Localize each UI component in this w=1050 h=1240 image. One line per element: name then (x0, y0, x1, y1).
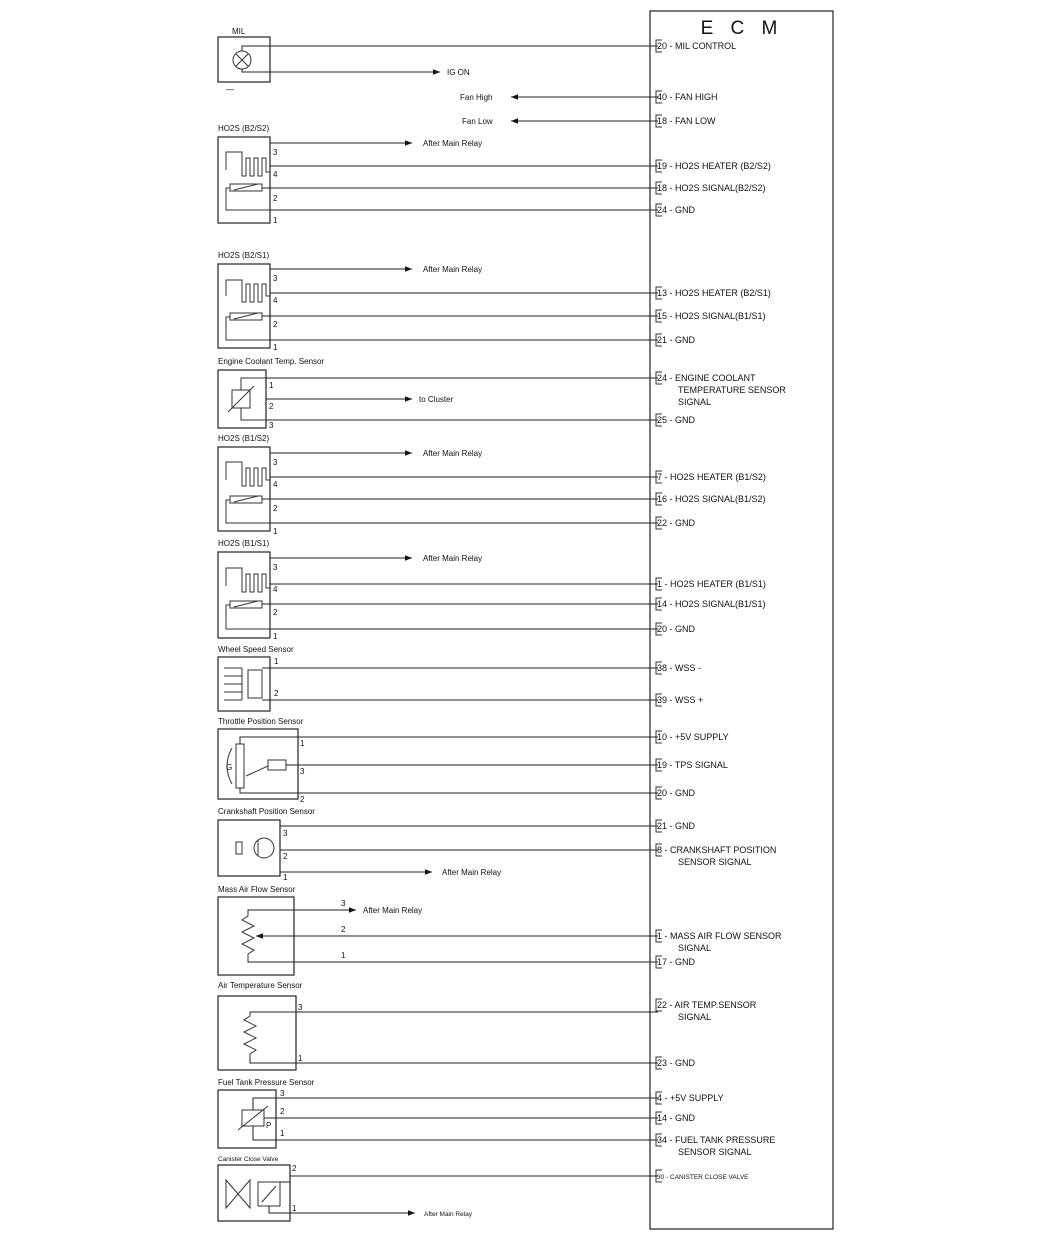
pin-2: 2 (273, 194, 278, 203)
fuel-tank-pressure-sensor (218, 1078, 658, 1148)
throttle-position-sensor (218, 717, 658, 804)
ecm-terminal-label: 40 - FAN HIGH (657, 92, 718, 102)
lamp-cross-icon (236, 54, 248, 66)
wiper-resistor-icon (268, 760, 286, 770)
pin-3: 3 (273, 563, 278, 572)
ecm-terminal-label: 24 - GND (657, 205, 696, 215)
ecm-terminal-label: 7 - HO2S HEATER (B1/S2) (657, 472, 766, 482)
heater-coil-icon (226, 568, 270, 592)
mass-air-flow-sensor (218, 885, 658, 975)
fan-outputs (460, 93, 658, 126)
ecm-terminal-label: 1 - MASS AIR FLOW SENSOR (657, 931, 782, 941)
pin-2: 2 (341, 925, 346, 934)
pin-3: 3 (300, 767, 305, 776)
pin-4: 4 (273, 170, 278, 179)
ckp-pickup-icon (236, 842, 242, 854)
pin-3: 3 (341, 899, 346, 908)
after-main-relay-label: After Main Relay (423, 554, 483, 563)
pin-1: 1 (300, 739, 305, 748)
after-main-relay-label: After Main Relay (424, 1211, 473, 1218)
ecm-terminal-label: 4 - +5V SUPPLY (657, 1093, 724, 1103)
pin-1: 1 (298, 1054, 303, 1063)
pin-3: 3 (273, 148, 278, 157)
tps-g-mark: G (226, 763, 233, 772)
pin-2: 2 (300, 795, 305, 804)
crankshaft-position-sensor (218, 807, 658, 882)
pin-3: 3 (298, 1003, 303, 1012)
ecm-terminal-label: SIGNAL (678, 943, 712, 953)
pin-4: 4 (273, 480, 278, 489)
valve-icon (226, 1180, 250, 1208)
ecm-terminal-label: 8 - CRANKSHAFT POSITION (657, 845, 777, 855)
ecm-terminal-label: 19 - HO2S HEATER (B2/S2) (657, 161, 771, 171)
ckp-label: Crankshaft Position Sensor (218, 807, 315, 816)
resistor-zigzag-icon (244, 1012, 256, 1058)
ecm-terminal-label: 25 - GND (657, 415, 696, 425)
potentiometer-icon (236, 744, 244, 788)
ecm-terminal-label: 13 - HO2S HEATER (B2/S1) (657, 288, 771, 298)
after-main-relay-label: After Main Relay (423, 139, 483, 148)
ecm-terminal-label: 34 - FUEL TANK PRESSURE (657, 1135, 776, 1145)
heater-coil-icon (226, 462, 270, 486)
ecm-terminal-label: 20 - GND (657, 788, 696, 798)
pin-2: 2 (269, 402, 274, 411)
ecm-terminal-label: 21 - GND (657, 335, 696, 345)
pin-2: 2 (273, 320, 278, 329)
mil-box (218, 37, 270, 82)
ckp-magnet-icon (254, 838, 274, 858)
pin-1: 1 (280, 1129, 285, 1138)
ecm-terminal-label: 21 - GND (657, 821, 696, 831)
pin-1: 1 (269, 381, 274, 390)
ect-label: Engine Coolant Temp. Sensor (218, 357, 325, 366)
pin-4: 4 (273, 296, 278, 305)
heater-coil-icon (226, 152, 270, 176)
ecm-terminal-label: SENSOR SIGNAL (678, 1147, 752, 1157)
ecm-terminal-label: 23 - GND (657, 1058, 696, 1068)
ho2s-b1s2-label: HO2S (B1/S2) (218, 434, 270, 443)
pin-1: 1 (283, 873, 288, 882)
ig-on-label: IG ON (447, 68, 470, 77)
ecm-terminal-label: 14 - GND (657, 1113, 696, 1123)
mil-ground-mark: — (226, 85, 234, 94)
pickup-coil-icon (224, 668, 242, 700)
pin-1: 1 (273, 632, 278, 641)
pin-2: 2 (273, 608, 278, 617)
ect-sensor (218, 357, 658, 430)
after-main-relay-label: After Main Relay (363, 906, 423, 915)
pin-2: 2 (280, 1107, 285, 1116)
ecm-terminal-label: 39 - WSS + (657, 695, 704, 705)
ho2s-b2s2-label: HO2S (B2/S2) (218, 124, 270, 133)
pin-2: 2 (283, 852, 288, 861)
pin-3: 3 (273, 458, 278, 467)
ecm-terminal-label: 15 - HO2S SIGNAL(B1/S1) (657, 311, 766, 321)
pin-1: 1 (274, 657, 279, 666)
ecm-terminal-list (656, 40, 786, 1182)
pin-3: 3 (269, 421, 274, 430)
ecm-block (650, 11, 833, 1229)
ecm-terminal-label: 24 - ENGINE COOLANT (657, 373, 756, 383)
ecm-terminal-label: 22 - GND (657, 518, 696, 528)
to-cluster-label: to Cluster (419, 395, 454, 404)
ho2s-b2s1-label: HO2S (B2/S1) (218, 251, 270, 260)
ecm-terminal-label: 20 - GND (657, 624, 696, 634)
pin-3: 3 (283, 829, 288, 838)
fan-high-label: Fan High (460, 93, 493, 102)
ecm-terminal-label: 14 - HO2S SIGNAL(B1/S1) (657, 599, 766, 609)
mil-lamp (218, 27, 658, 94)
ccv-label: Canister Close Valve (218, 1156, 279, 1163)
ecm-terminal-label: 38 - WSS - (657, 663, 702, 673)
ecm-terminal-label: TEMPERATURE SENSOR (678, 385, 786, 395)
ho2s-b1s2-sensor (218, 434, 658, 536)
pin-4: 4 (273, 585, 278, 594)
ecm-terminal-label: 10 - +5V SUPPLY (657, 732, 729, 742)
after-main-relay-label: After Main Relay (423, 449, 483, 458)
pin-2: 2 (292, 1164, 297, 1173)
ecm-title: E C M (700, 18, 784, 39)
ecm-terminal-label: SIGNAL (678, 397, 712, 407)
pin-1: 1 (273, 343, 278, 352)
ecm-terminal-label: 20 - MIL CONTROL (657, 41, 737, 51)
pin-1: 1 (273, 216, 278, 225)
ftp-label: Fuel Tank Pressure Sensor (218, 1078, 315, 1087)
ecm-terminal-label: 22 - AIR TEMP.SENSOR (657, 1000, 757, 1010)
ecm-terminal-label: 19 - TPS SIGNAL (657, 760, 728, 770)
after-main-relay-label: After Main Relay (442, 868, 502, 877)
ho2s-b2s2-sensor (218, 124, 658, 225)
canister-close-valve (218, 1156, 658, 1221)
pin-2: 2 (273, 504, 278, 513)
wss-label: Wheel Speed Sensor (218, 645, 294, 654)
ecm-terminal-label: 16 - HO2S SIGNAL(B1/S2) (657, 494, 766, 504)
pin-1: 1 (292, 1204, 297, 1213)
pin-2: 2 (274, 689, 279, 698)
ecm-terminal-label: SIGNAL (678, 1012, 712, 1022)
fan-low-label: Fan Low (462, 117, 493, 126)
ho2s-b2s1-sensor (218, 251, 658, 352)
pin-1: 1 (341, 951, 346, 960)
ho2s-b1s1-label: HO2S (B1/S1) (218, 539, 270, 548)
ho2s-b1s1-sensor (218, 539, 658, 641)
mil-label: MIL (232, 27, 246, 36)
resistor-zigzag-icon (242, 912, 254, 960)
ecm-terminal-label: 30 - CANISTER CLOSE VALVE (657, 1174, 749, 1181)
pin-1: 1 (273, 527, 278, 536)
pin-3: 3 (273, 274, 278, 283)
iat-label: Air Temperature Sensor (218, 981, 303, 990)
maf-label: Mass Air Flow Sensor (218, 885, 296, 894)
ecm-terminal-label: SENSOR SIGNAL (678, 857, 752, 867)
ecm-terminal-label: 18 - HO2S SIGNAL(B2/S2) (657, 183, 766, 193)
heater-coil-icon (226, 280, 270, 302)
pin-3: 3 (280, 1089, 285, 1098)
after-main-relay-label: After Main Relay (423, 265, 483, 274)
ecm-terminal-label: 1 - HO2S HEATER (B1/S1) (657, 579, 766, 589)
ecm-terminal-label: 17 - GND (657, 957, 696, 967)
pressure-p-mark: P (266, 1121, 272, 1130)
air-temperature-sensor (218, 981, 658, 1070)
ecm-terminal-label: 18 - FAN LOW (657, 116, 716, 126)
wheel-speed-sensor (218, 645, 658, 711)
magnet-icon (248, 670, 262, 698)
tps-label: Throttle Position Sensor (218, 717, 304, 726)
